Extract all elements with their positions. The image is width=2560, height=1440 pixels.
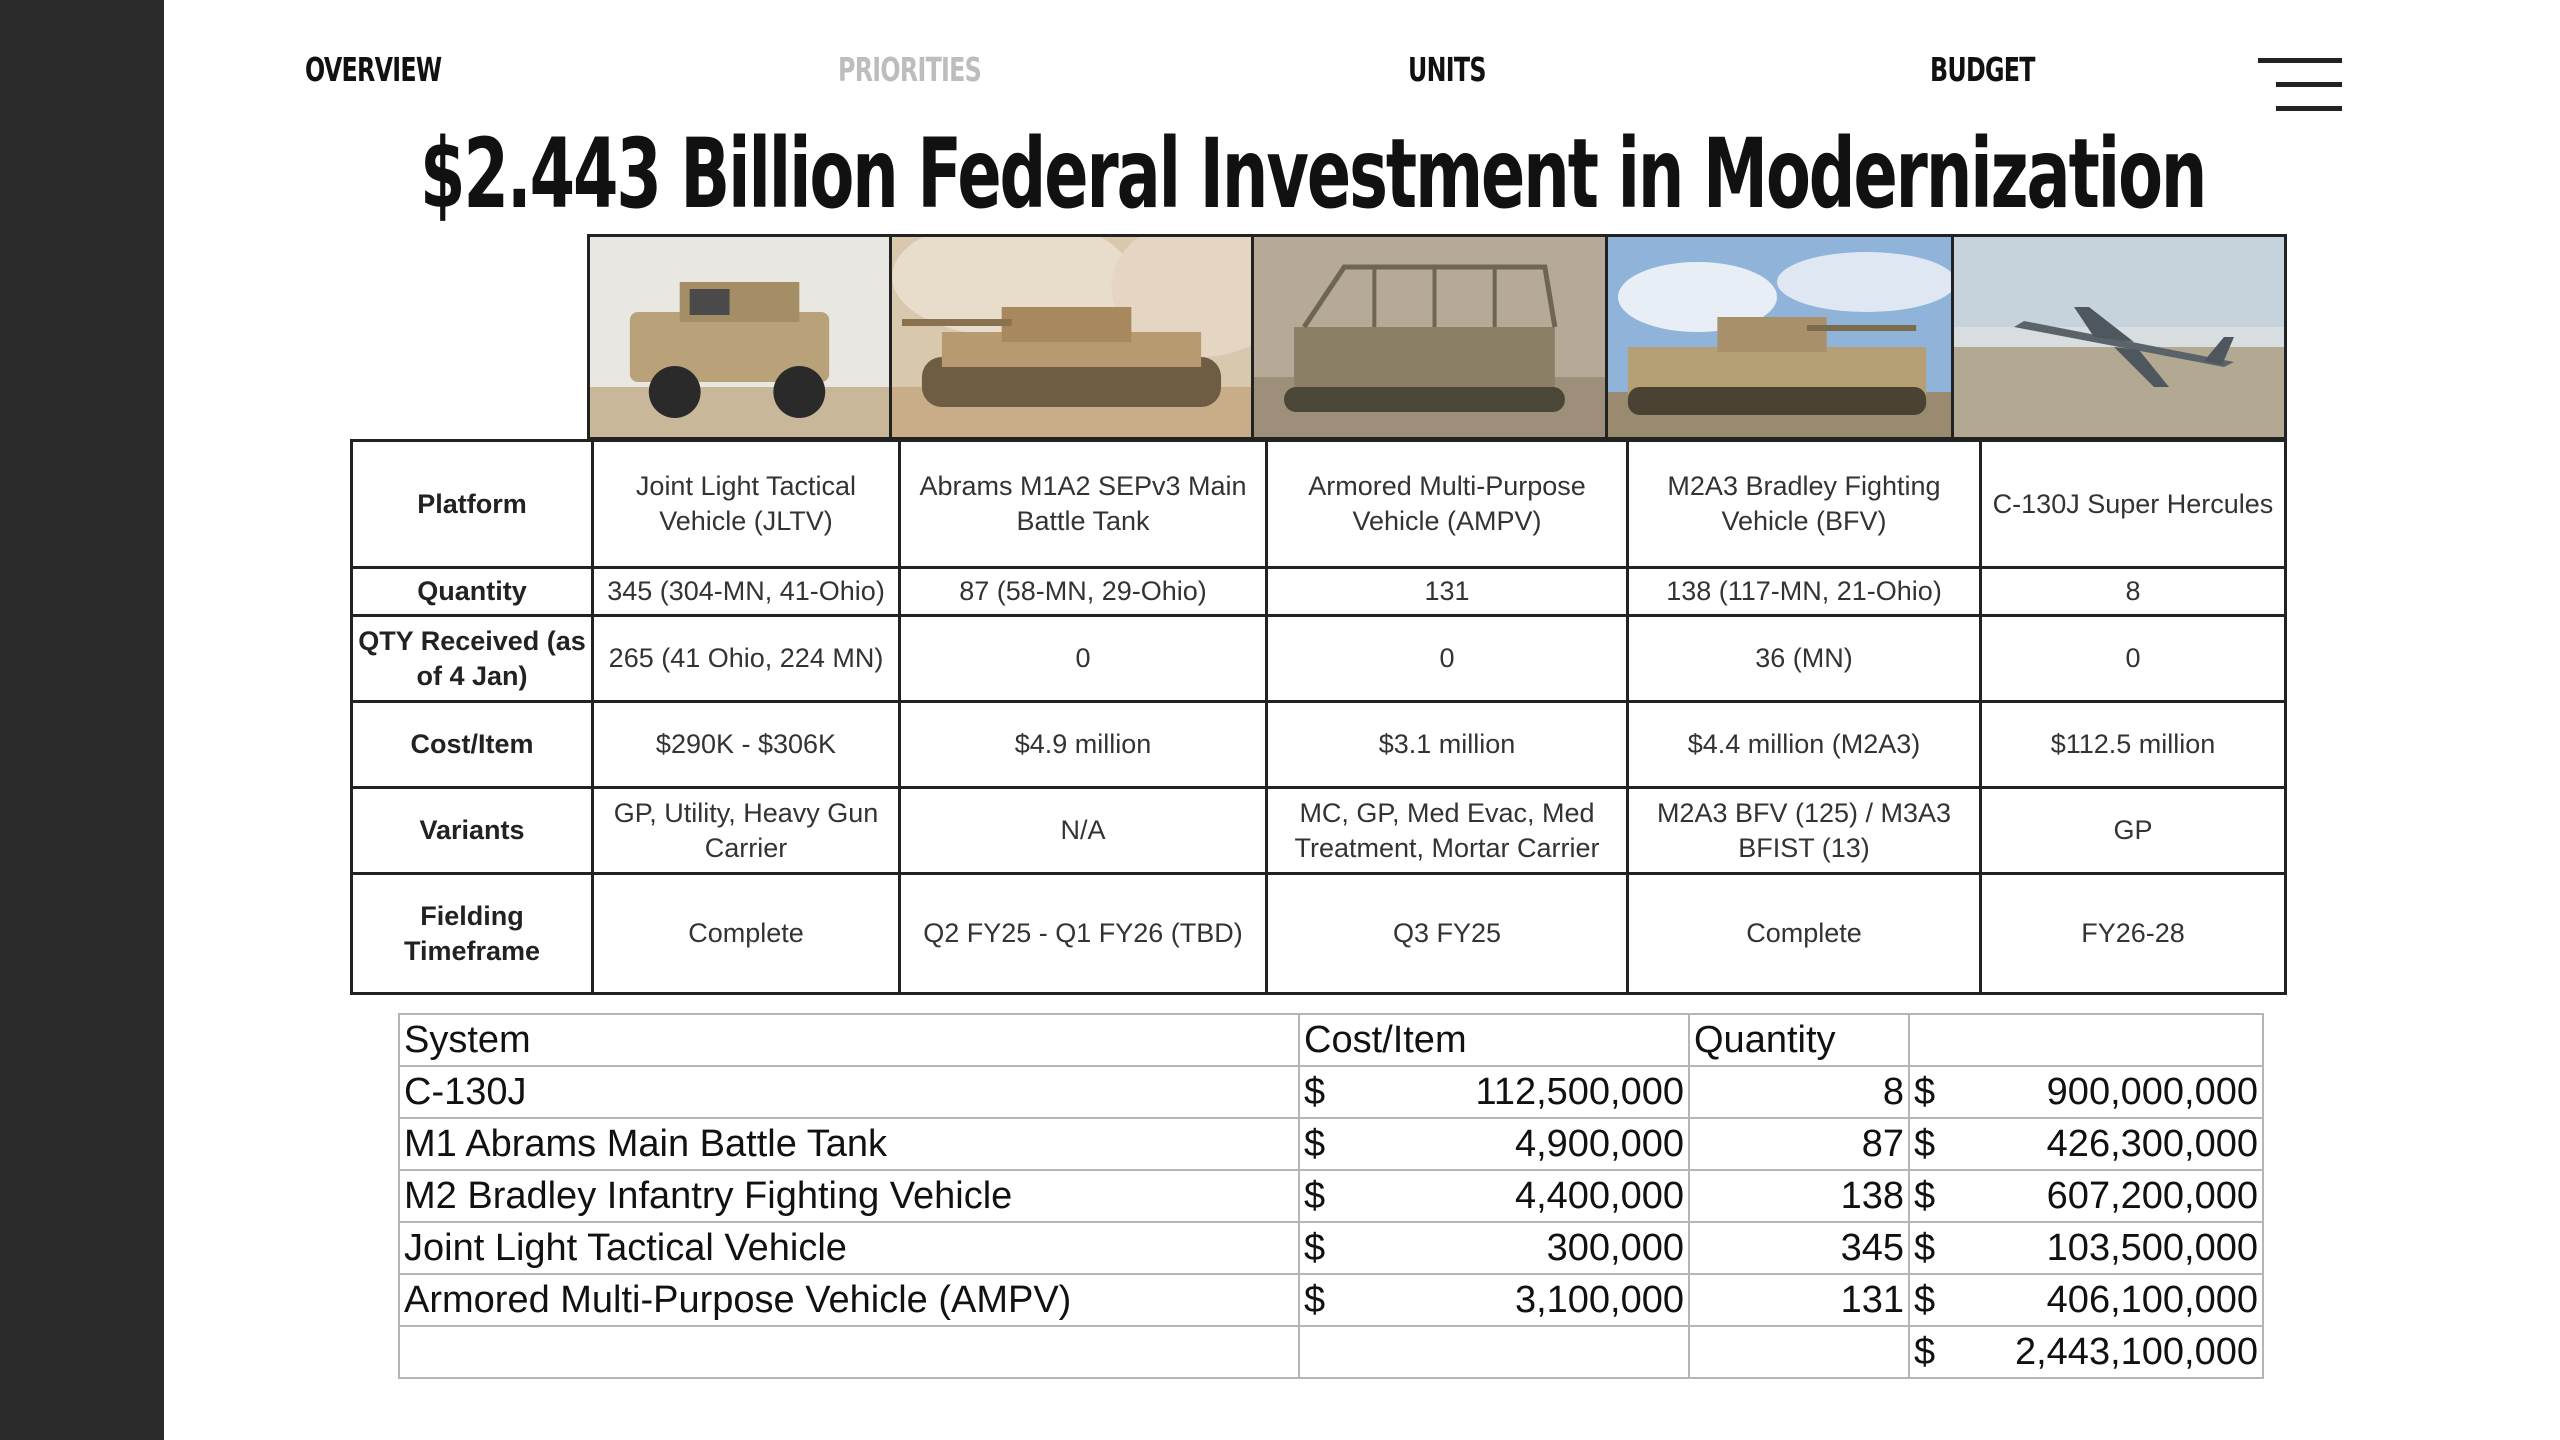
table-cell: Complete	[593, 874, 900, 994]
row-label: Quantity	[352, 568, 593, 616]
system-name: Joint Light Tactical Vehicle	[399, 1222, 1299, 1274]
header-quantity: Quantity	[1689, 1014, 1909, 1066]
quantity-cell: 131	[1689, 1274, 1909, 1326]
ampv-photo	[1254, 237, 1608, 437]
table-header-row	[399, 1014, 2263, 1066]
cost-value: 4,400,000	[1514, 1174, 1684, 1217]
page-title: $2.443 Billion Federal Investment in Modernization	[420, 118, 2206, 230]
grand-total-value: 2,443,100,000	[2014, 1330, 2258, 1373]
table-cell: Abrams M1A2 SEPv3 Main Battle Tank	[900, 441, 1267, 568]
currency-symbol: $	[1914, 1174, 1936, 1217]
total-value: 900,000,000	[2046, 1070, 2258, 1113]
table-row	[399, 1118, 2263, 1170]
table-cell: $112.5 million	[1981, 702, 2286, 788]
total-cell	[1909, 1222, 2263, 1274]
top-nav	[0, 50, 2560, 110]
system-name: M1 Abrams Main Battle Tank	[399, 1118, 1299, 1170]
total-cell	[1909, 1170, 2263, 1222]
table-row	[352, 874, 2286, 994]
currency-symbol: $	[1304, 1278, 1326, 1321]
nav-budget[interactable]: BUDGET	[1930, 50, 2035, 89]
table-cell: $4.9 million	[900, 702, 1267, 788]
total-value: 607,200,000	[2046, 1174, 2258, 1217]
table-row	[399, 1222, 2263, 1274]
nav-overview[interactable]: OVERVIEW	[305, 50, 442, 89]
table-cell: N/A	[900, 788, 1267, 874]
currency-symbol: $	[1914, 1330, 1936, 1373]
cost-value: 4,900,000	[1514, 1122, 1684, 1165]
table-cell: Q3 FY25	[1267, 874, 1628, 994]
table-cell: M2A3 BFV (125) / M3A3 BFIST (13)	[1628, 788, 1981, 874]
currency-symbol: $	[1914, 1278, 1936, 1321]
cost-value: 112,500,000	[1475, 1070, 1684, 1113]
table-cell: Complete	[1628, 874, 1981, 994]
cost-cell	[1299, 1222, 1689, 1274]
table-cell: Armored Multi-Purpose Vehicle (AMPV)	[1267, 441, 1628, 568]
table-row	[352, 788, 2286, 874]
table-cell: 131	[1267, 568, 1628, 616]
table-cell: GP, Utility, Heavy Gun Carrier	[593, 788, 900, 874]
quantity-cell: 345	[1689, 1222, 1909, 1274]
table-row	[399, 1274, 2263, 1326]
table-cell: $3.1 million	[1267, 702, 1628, 788]
currency-symbol: $	[1304, 1226, 1326, 1269]
cost-cell	[1299, 1274, 1689, 1326]
total-value: 426,300,000	[2046, 1122, 2258, 1165]
platform-spec-table	[350, 439, 2287, 995]
currency-symbol: $	[1914, 1070, 1936, 1113]
system-name: M2 Bradley Infantry Fighting Vehicle	[399, 1170, 1299, 1222]
currency-symbol: $	[1304, 1174, 1326, 1217]
grand-total-row	[399, 1326, 2263, 1378]
quantity-cell: 87	[1689, 1118, 1909, 1170]
total-value: 103,500,000	[2046, 1226, 2258, 1269]
table-cell: FY26-28	[1981, 874, 2286, 994]
budget-table	[398, 1013, 2264, 1379]
table-cell: $290K - $306K	[593, 702, 900, 788]
table-row	[352, 702, 2286, 788]
cost-cell	[1299, 1170, 1689, 1222]
table-cell: Q2 FY25 - Q1 FY26 (TBD)	[900, 874, 1267, 994]
row-label: Cost/Item	[352, 702, 593, 788]
header-total	[1909, 1014, 2263, 1066]
row-label: Fielding Timeframe	[352, 874, 593, 994]
nav-priorities[interactable]: PRIORITIES	[838, 50, 982, 89]
total-cell	[1909, 1118, 2263, 1170]
table-cell: 36 (MN)	[1628, 616, 1981, 702]
table-cell: C-130J Super Hercules	[1981, 441, 2286, 568]
table-cell: 138 (117-MN, 21-Ohio)	[1628, 568, 1981, 616]
cost-value: 300,000	[1546, 1226, 1684, 1269]
table-cell: 87 (58-MN, 29-Ohio)	[900, 568, 1267, 616]
empty-cell	[1689, 1326, 1909, 1378]
quantity-cell: 138	[1689, 1170, 1909, 1222]
header-system: System	[399, 1014, 1299, 1066]
table-cell: 345 (304-MN, 41-Ohio)	[593, 568, 900, 616]
total-value: 406,100,000	[2046, 1278, 2258, 1321]
total-cell	[1909, 1274, 2263, 1326]
cost-cell	[1299, 1066, 1689, 1118]
cost-value: 3,100,000	[1514, 1278, 1684, 1321]
table-cell: 0	[1981, 616, 2286, 702]
currency-symbol: $	[1304, 1122, 1326, 1165]
empty-cell	[399, 1326, 1299, 1378]
table-cell: 265 (41 Ohio, 224 MN)	[593, 616, 900, 702]
table-cell: Joint Light Tactical Vehicle (JLTV)	[593, 441, 900, 568]
jltv-photo	[590, 237, 892, 437]
table-cell: $4.4 million (M2A3)	[1628, 702, 1981, 788]
table-cell: 0	[900, 616, 1267, 702]
table-cell: MC, GP, Med Evac, Med Treatment, Mortar Carrier	[1267, 788, 1628, 874]
row-label: QTY Received (as of 4 Jan)	[352, 616, 593, 702]
table-row	[399, 1170, 2263, 1222]
currency-symbol: $	[1304, 1070, 1326, 1113]
table-row	[399, 1066, 2263, 1118]
grand-total-cell	[1909, 1326, 2263, 1378]
hamburger-menu-icon[interactable]	[2258, 58, 2342, 112]
table-row	[352, 568, 2286, 616]
table-row	[352, 441, 2286, 568]
table-cell: 8	[1981, 568, 2286, 616]
header-cost: Cost/Item	[1299, 1014, 1689, 1066]
abrams-tank-photo	[892, 237, 1254, 437]
currency-symbol: $	[1914, 1226, 1936, 1269]
total-cell	[1909, 1066, 2263, 1118]
table-cell: 0	[1267, 616, 1628, 702]
empty-cell	[1299, 1326, 1689, 1378]
row-label: Variants	[352, 788, 593, 874]
bradley-photo	[1608, 237, 1954, 437]
c130j-aircraft-photo	[1954, 237, 2284, 437]
row-label: Platform	[352, 441, 593, 568]
quantity-cell: 8	[1689, 1066, 1909, 1118]
platform-photo-strip	[587, 234, 2287, 440]
system-name: Armored Multi-Purpose Vehicle (AMPV)	[399, 1274, 1299, 1326]
table-cell: GP	[1981, 788, 2286, 874]
table-cell: M2A3 Bradley Fighting Vehicle (BFV)	[1628, 441, 1981, 568]
system-name: C-130J	[399, 1066, 1299, 1118]
nav-units[interactable]: UNITS	[1408, 50, 1486, 89]
table-row	[352, 616, 2286, 702]
currency-symbol: $	[1914, 1122, 1936, 1165]
cost-cell	[1299, 1118, 1689, 1170]
